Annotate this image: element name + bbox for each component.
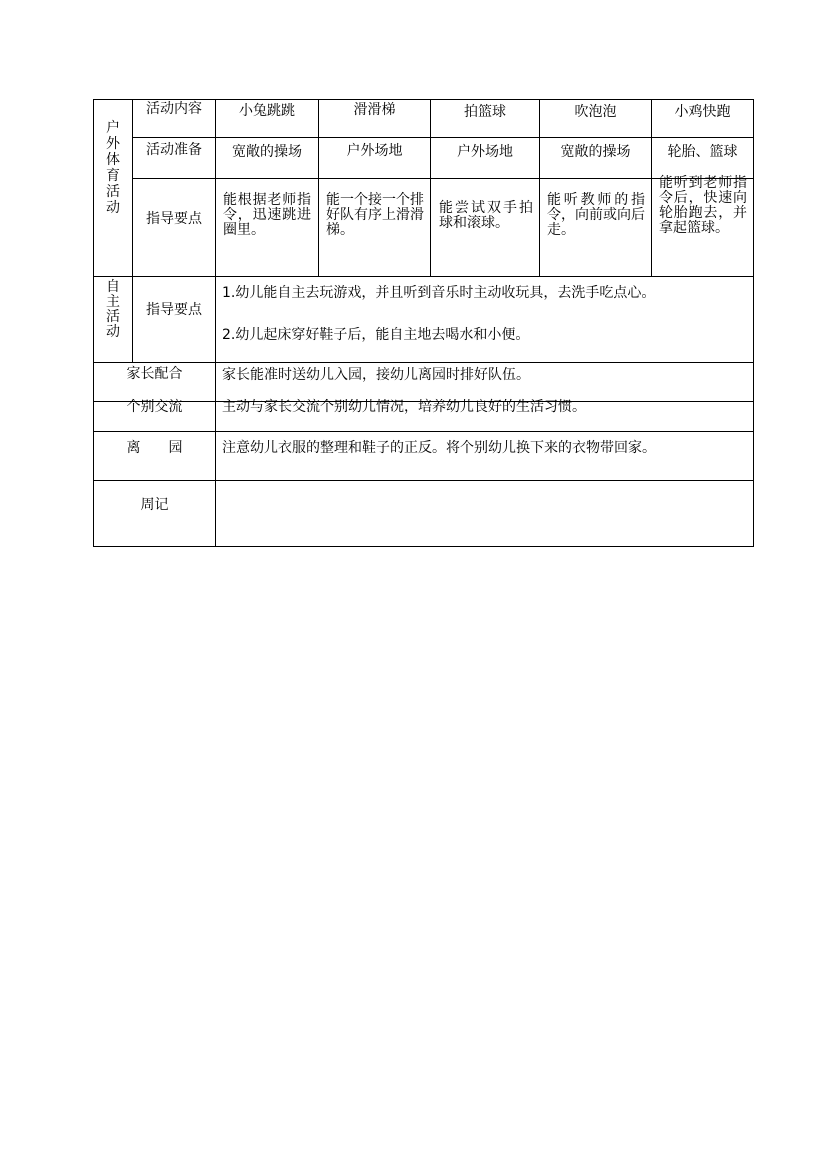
- activity-prep: 轮胎、篮球: [667, 144, 738, 160]
- row-divider: [93, 276, 754, 277]
- prep-label: 活动准备: [146, 142, 202, 158]
- self-activity-section-label: 自主活动: [106, 279, 120, 340]
- activity-prep: 宽敞的操场: [232, 144, 302, 160]
- col-divider: [539, 99, 540, 277]
- content-label: 活动内容: [146, 101, 202, 117]
- self-guide-label: 指导要点: [146, 302, 202, 318]
- col-divider: [430, 99, 431, 277]
- activity-guide: 能根据老师指令，迅速跳进圈里。: [223, 192, 311, 238]
- table-border-bottom: [93, 546, 754, 547]
- activity-name: 拍篮球: [464, 104, 506, 120]
- table-border-right: [753, 99, 754, 547]
- activity-guide: 能听教师的指令，向前或向后走。: [547, 192, 645, 238]
- activity-name: 小兔跳跳: [239, 103, 295, 119]
- activity-prep: 户外场地: [346, 143, 403, 159]
- activity-name: 小鸡快跑: [674, 104, 731, 120]
- activity-guide: 能一个接一个排好队有序上滑滑梯。: [326, 192, 424, 238]
- outdoor-section-label: 户外 体育活动: [106, 120, 120, 216]
- guide-label: 指导要点: [146, 211, 202, 227]
- parents-label: 家长配合: [126, 366, 183, 382]
- activity-name: 吹泡泡: [574, 104, 617, 120]
- col-divider: [132, 99, 133, 362]
- self-point: 1.幼儿能自主去玩游戏，并且听到音乐时主动收玩具，去洗手吃点心。: [222, 285, 656, 301]
- self-point: 2.幼儿起床穿好鞋子后，能自主地去喝水和小便。: [222, 327, 530, 343]
- row-divider: [132, 137, 754, 138]
- row-divider: [93, 362, 754, 363]
- activity-guide: 能听到老师指令后，快速向轮胎跑去，并拿起篮球。: [659, 175, 747, 236]
- activity-name: 滑滑梯: [353, 102, 396, 118]
- row-divider: [93, 431, 754, 432]
- leaving-label: 离 园: [126, 440, 183, 456]
- col-divider: [651, 99, 652, 277]
- col-divider: [318, 99, 319, 277]
- activity-guide: 能尝试双手拍球和滚球。: [439, 200, 533, 231]
- col-divider: [215, 99, 216, 547]
- row-divider: [93, 480, 754, 481]
- leaving-text: 注意幼儿衣服的整理和鞋子的正反。将个别幼儿换下来的衣物带回家。: [222, 440, 656, 456]
- individual-label: 个别交流: [126, 399, 183, 415]
- table-border-left: [93, 99, 94, 547]
- individual-text: 主动与家长交流个别幼儿情况，培养幼儿良好的生活习惯。: [222, 399, 586, 415]
- parents-text: 家长能准时送幼儿入园，接幼儿离园时排好队伍。: [222, 367, 530, 383]
- table-border-top: [93, 99, 754, 100]
- weekly-label: 周记: [140, 497, 169, 513]
- activity-prep: 宽敞的操场: [560, 144, 631, 160]
- activity-prep: 户外场地: [457, 144, 513, 160]
